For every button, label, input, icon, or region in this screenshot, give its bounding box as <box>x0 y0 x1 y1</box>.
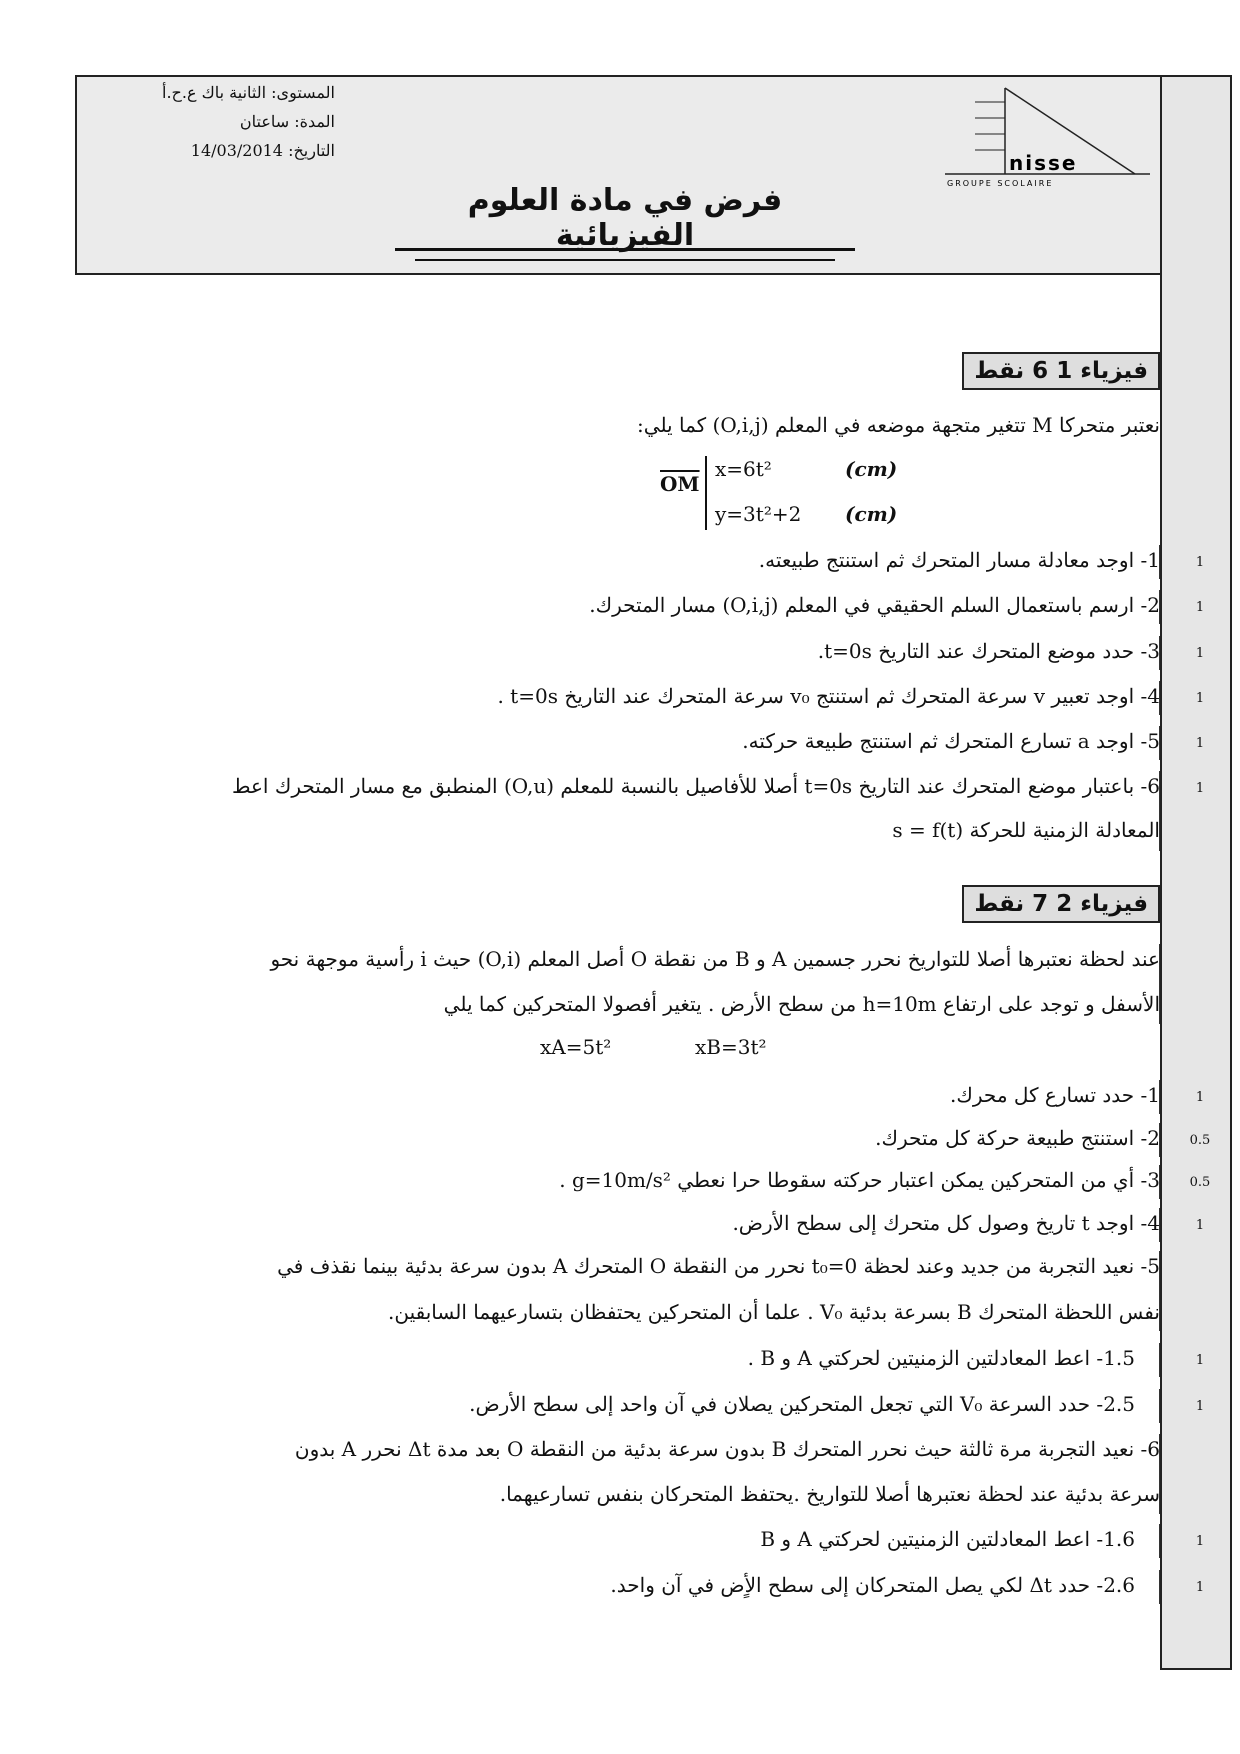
physics2-heading: فيزياء 2 7 نقط <box>962 885 1160 923</box>
p2-divider-5 <box>1159 1251 1160 1331</box>
margin-sidebar <box>1160 75 1232 1670</box>
p2-question-5b: نفس اللحظة المتحرك B بسرعة بدئية V₀ . علما أن المتحركين يحتفظان بتسارعيهما السابقين. <box>387 1300 1160 1324</box>
header-info <box>150 78 335 165</box>
p1-question-1: 1- اوجد معادلة مسار المتحرك ثم استنتج طبيعته. <box>758 548 1160 572</box>
p1-divider-5 <box>1159 726 1160 760</box>
eq-brace <box>705 456 707 530</box>
p2-divider-6 <box>1159 1434 1160 1514</box>
title-underline-2 <box>415 259 835 261</box>
p2-question-6-2: 2.6- حدد Δt لكي يصل المتحركان إلى سطح الأٍض في آن واحد. <box>610 1573 1135 1597</box>
p2-points-2: 0.5 <box>1189 1133 1211 1148</box>
p2-points-5-1: 1 <box>1195 1353 1205 1368</box>
p2-question-5a: 5- نعيد التجربة من جديد وعند لحظة t₀=0 نحرر من النقطة O المتحرك A بدون سرعة بدئية بينما نقذف في <box>277 1254 1160 1278</box>
p1-divider-2 <box>1159 590 1160 624</box>
p2-question-6a: 6- نعيد التجربة مرة ثالثة حيث نحرر المتحرك B بدون سرعة بدئية من النقطة O بعد مدة Δt نحرر A بدون <box>294 1437 1160 1461</box>
p2-question-4: 4- اوجد t تاريخ وصول كل متحرك إلى سطح الأرض. <box>732 1211 1160 1235</box>
p1-question-6b: المعادلة الزمنية للحركة s = f(t) <box>892 818 1160 842</box>
p2-question-6b: سرعة بدئية عند لحظة نعتبرها أصلا للتواريخ .يحتفظ المتحركان بنفس تسارعيهما. <box>499 1482 1160 1506</box>
logo-sub: GROUPE SCOLAIRE <box>947 179 1054 188</box>
p1-points-5: 1 <box>1195 736 1205 751</box>
p1-points-4: 1 <box>1195 691 1205 706</box>
physics1-intro: نعتبر متحركا M تتغير متجهة موضعه في المعلم (O,i,j) كما يلي: <box>637 413 1160 437</box>
p2-points-3: 0.5 <box>1189 1175 1211 1190</box>
p1-question-2: 2- ارسم باستعمال السلم الحقيقي في المعلم (O,i,j) مسار المتحرك. <box>589 593 1160 617</box>
p2-divider-6-1 <box>1159 1524 1160 1558</box>
p2-question-6-1: 1.6- اعط المعادلتين الزمنيتين لحركتي A و B <box>760 1527 1135 1551</box>
eq-unit-y: (cm) <box>845 502 898 526</box>
p2-intro-divider <box>1159 944 1160 1024</box>
p2-points-5-2: 1 <box>1195 1399 1205 1414</box>
p2-divider-3 <box>1159 1165 1160 1199</box>
school-logo <box>935 82 1155 192</box>
p2-question-5-1: 1.5- اعط المعادلتين الزمنيتين لحركتي A و B . <box>747 1346 1135 1370</box>
p2-divider-5-1 <box>1159 1343 1160 1377</box>
p2-question-2: 2- استنتج طبيعة حركة كل متحرك. <box>875 1126 1160 1150</box>
p1-points-1: 1 <box>1195 555 1205 570</box>
p2-points-4: 1 <box>1195 1218 1205 1233</box>
duration-text: المدة: ساعتان <box>239 112 335 131</box>
page-title: فرض في مادة العلوم الفيزيائية <box>467 183 783 253</box>
p2-divider-1 <box>1159 1080 1160 1114</box>
date-text: التاريخ: 14/03/2014 <box>190 141 335 160</box>
eq-xb: xB=3t² <box>695 1035 767 1059</box>
p1-points-6: 1 <box>1195 781 1205 796</box>
p1-divider-4 <box>1159 681 1160 715</box>
p1-question-3: 3- حدد موضع المتحرك عند التاريخ t=0s. <box>817 639 1160 663</box>
p2-divider-6-2 <box>1159 1570 1160 1604</box>
p2-question-5-2: 2.5- حدد السرعة V₀ التي تجعل المتحركين يصلان في آن واحد إلى سطح الأرض. <box>469 1392 1135 1416</box>
physics1-heading: فيزياء 1 6 نقط <box>962 352 1160 390</box>
p2-points-1: 1 <box>1195 1090 1205 1105</box>
p1-points-3: 1 <box>1195 646 1205 661</box>
p2-divider-5-2 <box>1159 1389 1160 1423</box>
p1-divider-1 <box>1159 545 1160 579</box>
level-text: المستوى: الثانية باك ع.ح.أ <box>162 83 335 102</box>
p2-question-1: 1- حدد تسارع كل محرك. <box>950 1083 1160 1107</box>
p2-points-6-2: 1 <box>1195 1580 1205 1595</box>
eq-x: x=6t² <box>715 457 772 481</box>
p1-question-6a: 6- باعتبار موضع المتحرك عند التاريخ t=0s أصلا للأفاصيل بالنسبة للمعلم (O,u) المنطبق مع مسار المتحرك اعط <box>232 774 1160 798</box>
p1-question-5: 5- اوجد a تسارع المتحرك ثم استنتج طبيعة حركته. <box>742 729 1160 753</box>
p1-points-2: 1 <box>1195 600 1205 615</box>
p1-divider-3 <box>1159 636 1160 670</box>
title-underline-1 <box>395 248 855 251</box>
eq-label: $\overline{OM}$ <box>660 472 700 496</box>
p1-question-4: 4- اوجد تعبير v سرعة المتحرك ثم استنتج v₀ سرعة المتحرك عند التاريخ t=0s . <box>497 684 1160 708</box>
logo-name: nisse <box>1009 151 1078 175</box>
physics2-intro-1: عند لحظة نعتبرها أصلا للتواريخ نحرر جسمين A و B من نقطة O أصل المعلم (O,i) حيث i رأسية موجهة نحو <box>270 947 1160 971</box>
physics2-intro-2: الأسفل و توجد على ارتفاع h=10m من سطح الأرض . يتغير أفصولا المتحركين كما يلي <box>443 992 1160 1016</box>
eq-y: y=3t²+2 <box>715 502 802 526</box>
eq-xa: xA=5t² <box>540 1035 612 1059</box>
p2-divider-2 <box>1159 1123 1160 1157</box>
p2-divider-4 <box>1159 1208 1160 1242</box>
p2-points-6-1: 1 <box>1195 1534 1205 1549</box>
p2-question-3: 3- أي من المتحركين يمكن اعتبار حركته سقوطا حرا نعطي g=10m/s² . <box>559 1168 1160 1192</box>
eq-unit-x: (cm) <box>845 457 898 481</box>
